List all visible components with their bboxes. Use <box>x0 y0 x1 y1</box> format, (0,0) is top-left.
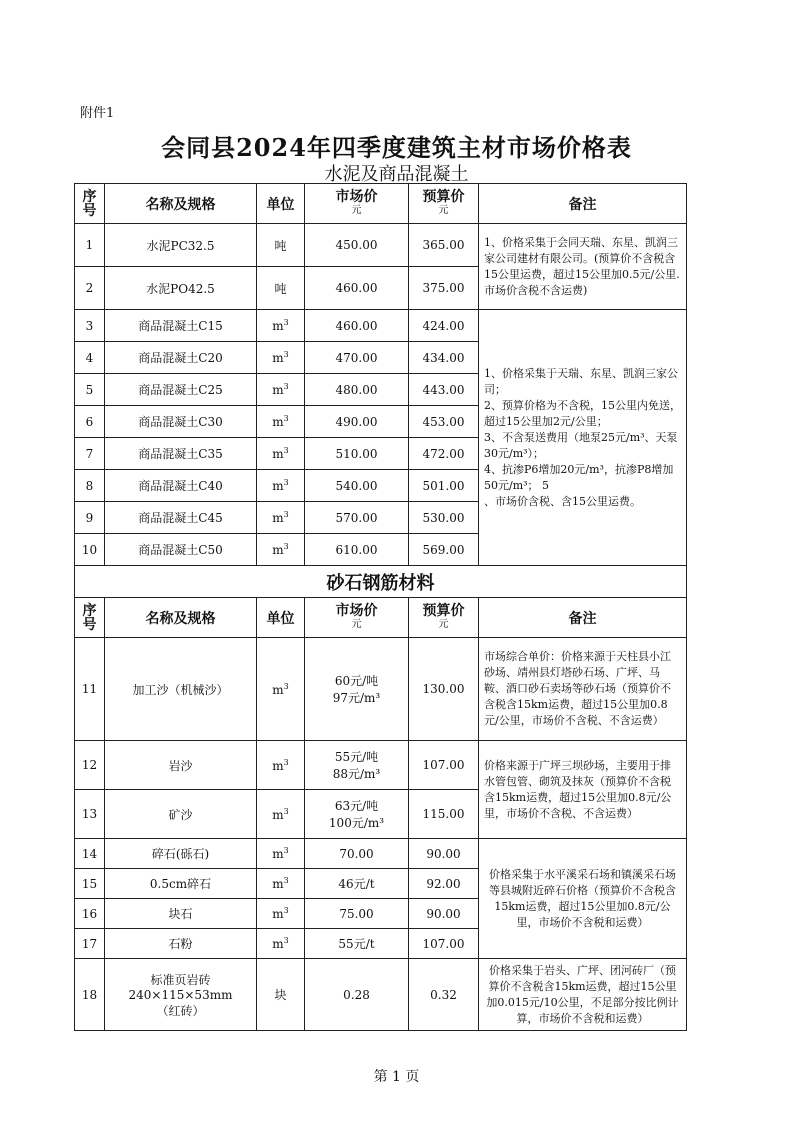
row-market: 55元/t <box>305 929 409 959</box>
row-market: 610.00 <box>305 534 409 566</box>
header-remark: 备注 <box>479 184 687 224</box>
row-name: 商品混凝土C15 <box>105 310 257 342</box>
row-market: 55元/吨 88元/m³ <box>305 741 409 790</box>
header-name: 名称及规格 <box>105 184 257 224</box>
row-name: 块石 <box>105 899 257 929</box>
row-unit: $m^3$ <box>257 342 305 374</box>
row-unit: 吨 <box>257 224 305 267</box>
remark-cement: 1、价格采集于会同天瑞、东星、凯润三家公司建材有限公司。(预算价不含税含15公里运费，超过15公里加0.5元/公里.市场价含税不含运费) <box>479 224 687 310</box>
row-seq: 1 <box>75 224 105 267</box>
remark-gravel: 价格采集于水平溪采石场和镇溪采石场等县城附近碎石价格（预算价不含税含15km运费，超过15公里加0.8元/公里，市场价不含税和运费） <box>479 839 687 959</box>
header-unit: 单位 <box>257 184 305 224</box>
remark-rocksand: 价格来源于广坪三坝砂场，主要用于排水管包管、砌筑及抹灰（预算价不含税含15km运费，超过15公里加0.8元/公里，市场价不含税、不含运费） <box>479 741 687 839</box>
row-name: 水泥PC32.5 <box>105 224 257 267</box>
row-unit: $m^3$ <box>257 310 305 342</box>
table-row <box>75 224 687 267</box>
row-name: 碎石(砾石) <box>105 839 257 869</box>
row-budget: 107.00 <box>409 929 479 959</box>
header-market: 市场价 元 <box>305 598 409 638</box>
row-budget: 453.00 <box>409 406 479 438</box>
table-row <box>75 959 687 1031</box>
row-budget: 530.00 <box>409 502 479 534</box>
row-budget: 107.00 <box>409 741 479 790</box>
row-seq: 17 <box>75 929 105 959</box>
row-seq: 3 <box>75 310 105 342</box>
table-row <box>75 310 687 342</box>
row-name: 岩沙 <box>105 741 257 790</box>
row-seq: 5 <box>75 374 105 406</box>
table-row <box>75 741 687 790</box>
row-unit: $m^3$ <box>257 899 305 929</box>
row-market: 460.00 <box>305 310 409 342</box>
row-name: 商品混凝土C20 <box>105 342 257 374</box>
row-budget: 90.00 <box>409 839 479 869</box>
row-budget: 443.00 <box>409 374 479 406</box>
row-unit: $m^3$ <box>257 839 305 869</box>
row-budget: 424.00 <box>409 310 479 342</box>
row-market: 480.00 <box>305 374 409 406</box>
table-row <box>75 638 687 741</box>
header-name: 名称及规格 <box>105 598 257 638</box>
row-unit: $m^3$ <box>257 534 305 566</box>
row-market: 450.00 <box>305 224 409 267</box>
row-unit: $m^3$ <box>257 638 305 741</box>
header-market: 市场价 元 <box>305 184 409 224</box>
row-unit: $m^3$ <box>257 438 305 470</box>
header-budget: 预算价 元 <box>409 184 479 224</box>
row-unit: $m^3$ <box>257 929 305 959</box>
row-seq: 2 <box>75 267 105 310</box>
row-name: 商品混凝土C25 <box>105 374 257 406</box>
table-row <box>75 839 687 869</box>
row-market: 510.00 <box>305 438 409 470</box>
row-budget: 569.00 <box>409 534 479 566</box>
row-budget: 375.00 <box>409 267 479 310</box>
row-budget: 472.00 <box>409 438 479 470</box>
row-seq: 13 <box>75 790 105 839</box>
table-header-row <box>75 598 687 638</box>
row-unit: $m^3$ <box>257 502 305 534</box>
row-budget: 0.32 <box>409 959 479 1031</box>
row-market: 460.00 <box>305 267 409 310</box>
attachment-label: 附件1 <box>80 106 115 121</box>
row-name: 商品混凝土C30 <box>105 406 257 438</box>
row-unit: $m^3$ <box>257 374 305 406</box>
row-name: 商品混凝土C45 <box>105 502 257 534</box>
remark-sand: 市场综合单价：价格来源于天柱县小江砂场、靖州县灯塔砂石场、广坪、马鞍、酒口砂石卖场等砂石场（预算价不含税含15km运费，超过15公里加0.8元/公里，市场价不含税、不含运费） <box>479 638 687 741</box>
row-budget: 115.00 <box>409 790 479 839</box>
row-budget: 365.00 <box>409 224 479 267</box>
row-seq: 12 <box>75 741 105 790</box>
row-name: 0.5cm碎石 <box>105 869 257 899</box>
row-seq: 8 <box>75 470 105 502</box>
row-seq: 16 <box>75 899 105 929</box>
row-market: 570.00 <box>305 502 409 534</box>
row-market: 490.00 <box>305 406 409 438</box>
row-name: 标准页岩砖 240×115×53mm （红砖） <box>105 959 257 1031</box>
row-unit: $m^3$ <box>257 790 305 839</box>
row-seq: 18 <box>75 959 105 1031</box>
row-name: 矿沙 <box>105 790 257 839</box>
page-title: 会同县2024年四季度建筑主材市场价格表 <box>161 133 632 162</box>
row-market: 60元/吨 97元/m³ <box>305 638 409 741</box>
row-seq: 15 <box>75 869 105 899</box>
row-budget: 90.00 <box>409 899 479 929</box>
row-budget: 434.00 <box>409 342 479 374</box>
row-name: 加工沙（机械沙） <box>105 638 257 741</box>
row-unit: 块 <box>257 959 305 1031</box>
row-name: 商品混凝土C35 <box>105 438 257 470</box>
row-unit: 吨 <box>257 267 305 310</box>
row-budget: 501.00 <box>409 470 479 502</box>
page-footer: 第 1 页 <box>373 1069 420 1085</box>
row-seq: 4 <box>75 342 105 374</box>
row-budget: 92.00 <box>409 869 479 899</box>
header-seq: 序号 <box>75 598 105 638</box>
section1-title: 水泥及商品混凝土 <box>324 164 469 185</box>
row-unit: $m^3$ <box>257 470 305 502</box>
row-name: 商品混凝土C40 <box>105 470 257 502</box>
row-market: 75.00 <box>305 899 409 929</box>
row-market: 70.00 <box>305 839 409 869</box>
row-name: 商品混凝土C50 <box>105 534 257 566</box>
row-seq: 11 <box>75 638 105 741</box>
row-seq: 6 <box>75 406 105 438</box>
row-market: 63元/吨 100元/m³ <box>305 790 409 839</box>
price-table <box>74 183 687 1031</box>
remark-concrete: 1、价格采集于天瑞、东星、凯润三家公司； 2、预算价格为不含税，15公里内免送，超过15公里加2元/公里； 3、不含泵送费用（地泵25元/m³、天泵30元/m³）； 4、抗渗P6增加20元/m³，抗渗P8增加50元/m³； 5 、市场价含税、含15公里运费。 <box>479 310 687 566</box>
row-name: 水泥PO42.5 <box>105 267 257 310</box>
header-seq: 序号 <box>75 184 105 224</box>
row-unit: $m^3$ <box>257 741 305 790</box>
remark-brick: 价格采集于岩头、广坪、团河砖厂（预算价不含税含15km运费，超过15公里加0.015元/10公里，不足部分按比例计算，市场价不含税和运费） <box>479 959 687 1031</box>
row-seq: 9 <box>75 502 105 534</box>
row-market: 46元/t <box>305 869 409 899</box>
header-remark: 备注 <box>479 598 687 638</box>
row-seq: 7 <box>75 438 105 470</box>
row-unit: $m^3$ <box>257 869 305 899</box>
row-name: 石粉 <box>105 929 257 959</box>
row-unit: $m^3$ <box>257 406 305 438</box>
section2-title: 砂石钢筋材料 <box>75 566 687 598</box>
row-market: 540.00 <box>305 470 409 502</box>
section2-title-row <box>75 566 687 598</box>
table-header-row <box>75 184 687 224</box>
row-budget: 130.00 <box>409 638 479 741</box>
header-budget: 预算价 元 <box>409 598 479 638</box>
row-seq: 10 <box>75 534 105 566</box>
row-seq: 14 <box>75 839 105 869</box>
header-unit: 单位 <box>257 598 305 638</box>
row-market: 0.28 <box>305 959 409 1031</box>
row-market: 470.00 <box>305 342 409 374</box>
